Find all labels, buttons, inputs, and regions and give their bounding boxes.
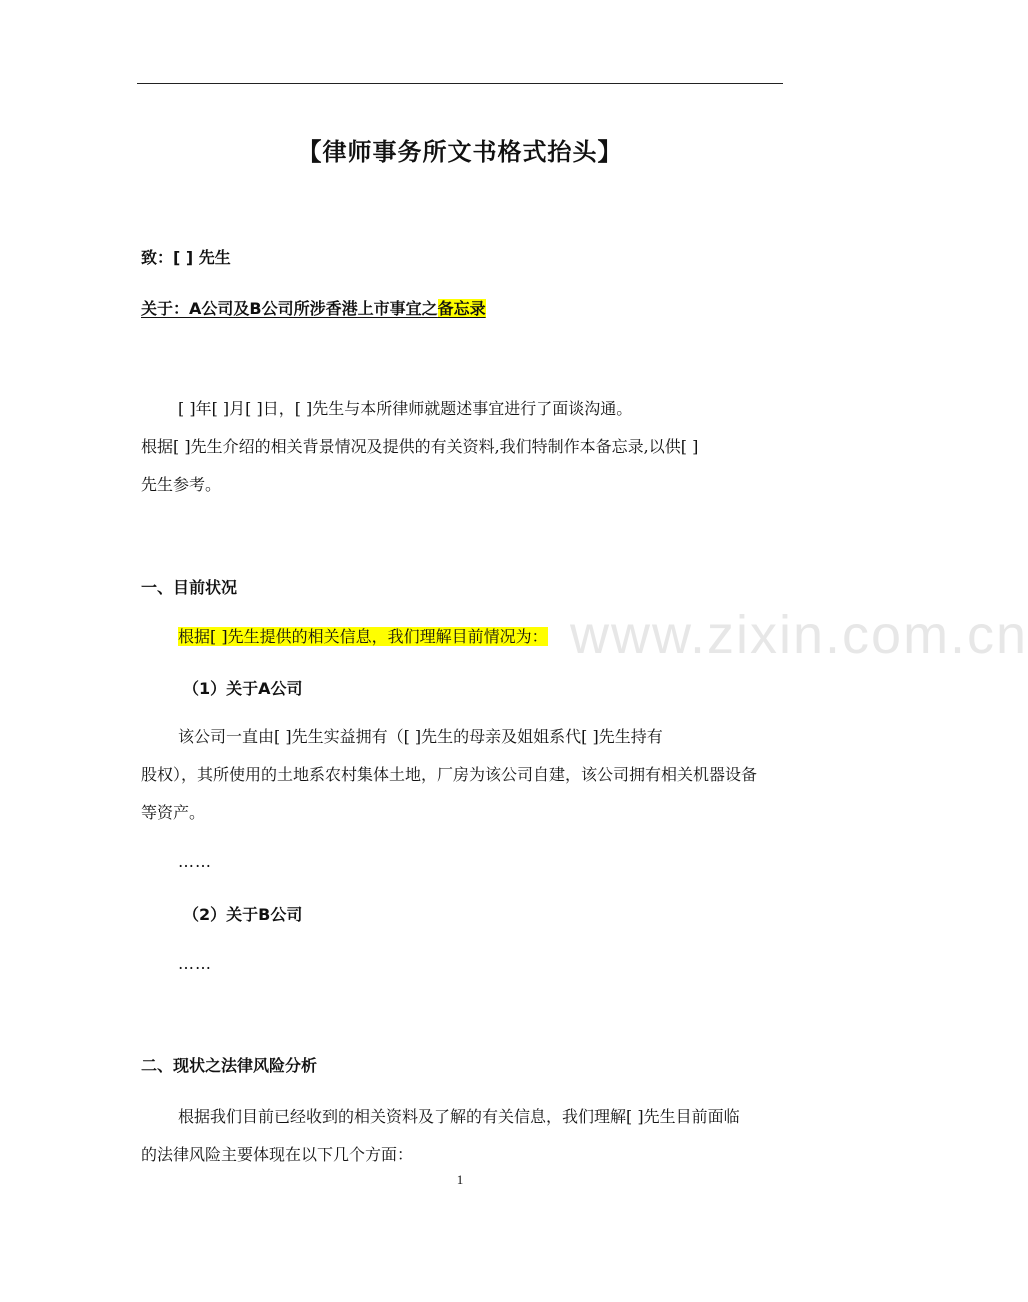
header-rule [137,83,783,84]
intro-line-3: 先生参考。 [141,475,222,494]
section-1-lead [178,624,548,647]
subsection-a-line-3: 等资产。 [141,803,206,822]
subject-highlight: 备忘录 [437,299,486,318]
section-2-line-1: 根据我们目前已经收到的相关资料及了解的有关信息，我们理解[ ]先生目前面临 [178,1107,740,1126]
subject-line [141,296,486,319]
section-1-lead-highlight: 根据[ ]先生提供的相关信息，我们理解目前情况为： [178,627,548,646]
subsection-a-line-2: 股权），其所使用的土地系农村集体土地，厂房为该公司自建，该公司拥有相关机器设备 [141,765,758,784]
document-title: 【律师事务所文书格式抬头】 [297,137,623,166]
subsection-b-ellipsis: …… [178,954,212,973]
watermark: www.zixin.com.cn [570,605,1028,665]
intro-line-2: 根据[ ]先生介绍的相关背景情况及提供的有关资料,我们特制作本备忘录,以供[ ] [141,437,699,456]
section-2-heading: 二、现状之法律风险分析 [141,1056,318,1075]
recipient-line: 致：[ ] 先生 [141,248,231,267]
subsection-a-heading: （1）关于A公司 [183,679,303,698]
section-2-line-2: 的法律风险主要体现在以下几个方面： [141,1145,414,1164]
section-1-heading: 一、目前状况 [141,578,238,597]
subject-prefix: 关于：A公司及B公司所涉香港上市事宜之 [141,299,438,318]
subsection-b-heading: （2）关于B公司 [183,905,303,924]
page-number: 1 [456,1172,464,1187]
subsection-a-ellipsis: …… [178,852,212,871]
intro-line-1: [ ]年[ ]月[ ]日，[ ]先生与本所律师就题述事宜进行了面谈沟通。 [178,399,633,418]
subsection-a-line-1: 该公司一直由[ ]先生实益拥有（[ ]先生的母亲及姐姐系代[ ]先生持有 [178,727,663,746]
